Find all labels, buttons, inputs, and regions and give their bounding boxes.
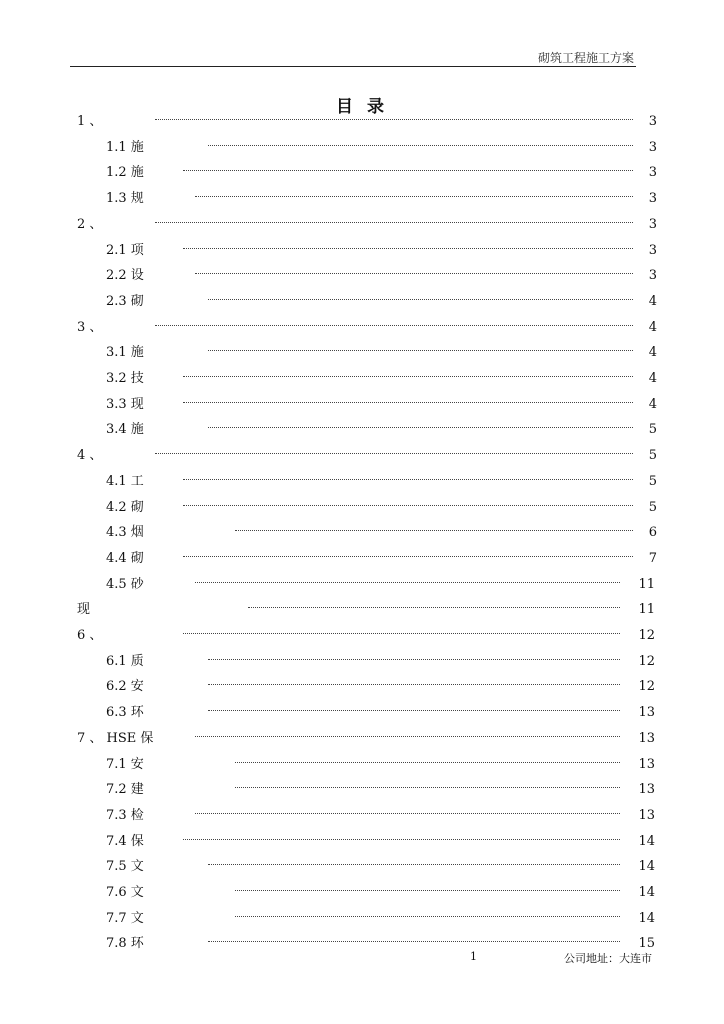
toc-entry-leader [183,839,620,840]
toc-entry-leader [155,325,633,326]
toc-entry-page: 13 [638,756,655,772]
toc-entry-label: 4.2 砌 [106,499,144,515]
toc-entry-label: 7.7 文 [106,910,144,926]
toc-entry[interactable] [0,703,724,723]
toc-entry-label: 4.1 工 [106,473,144,489]
toc-entry-label: 7.4 保 [106,833,144,849]
toc-entry-leader [235,787,620,788]
toc-entry-page: 4 [648,293,657,309]
toc-entry[interactable] [0,215,724,235]
toc-entry-leader [195,813,620,814]
header-rule [70,66,636,67]
toc-entry-label: 7.6 文 [106,885,144,900]
toc-entry-page: 11 [638,576,655,592]
toc-entry-label: 7.3 检 [106,807,144,823]
toc-entry-label: 4 、 [77,448,103,464]
toc-entry-label: 7 、 HSE 保 [77,730,154,746]
toc-entry-page: 3 [648,139,657,155]
toc-entry-page: 13 [638,782,655,798]
toc-entry-page: 5 [648,499,657,515]
toc-entry-label: 4.5 砂 [106,576,144,592]
toc-entry-label: 4.4 砌 [106,550,144,566]
toc-entry-label: 1 、 [77,114,103,129]
toc-entry[interactable] [0,163,724,183]
toc-entry[interactable] [0,420,724,440]
toc-entry-label: 6.3 环 [106,705,144,721]
toc-entry[interactable] [0,498,724,518]
toc-entry[interactable] [0,909,724,929]
toc-entry-page: 3 [648,191,657,207]
toc-entry-label: 2.3 砌 [106,293,144,309]
toc-entry-leader [195,273,633,274]
toc-entry-page: 14 [638,859,655,875]
toc-entry-leader [155,453,633,454]
toc-entry[interactable] [0,832,724,852]
toc-entry-label: 3.4 施 [106,422,144,438]
toc-entry-label: 7.2 建 [106,782,144,798]
toc-entry[interactable] [0,729,724,749]
toc-entry-page: 3 [648,216,657,232]
toc-entry-leader [235,890,620,891]
toc-entry-page: 4 [648,396,657,412]
toc-entry-leader [208,145,633,146]
toc-entry-page: 11 [638,602,655,618]
toc-entry-page: 4 [648,319,657,335]
toc-entry-label: 2.1 项 [106,242,144,258]
toc-entry-leader [208,684,620,685]
toc-entry-leader [208,350,633,351]
toc-entry[interactable] [0,112,724,132]
toc-entry[interactable] [0,575,724,595]
toc-entry-leader [155,119,633,120]
toc-entry-label: 6.2 安 [106,679,144,695]
toc-entry[interactable] [0,266,724,286]
toc-entry-label: 1.2 施 [106,165,144,181]
toc-entry-page: 4 [648,345,657,361]
toc-entry-leader [183,505,633,506]
toc-entry-label: 3.2 技 [106,371,144,386]
toc-entry[interactable] [0,857,724,877]
toc-entry-label: 2.2 设 [106,268,144,284]
toc-entry-page: 5 [648,448,657,464]
toc-entry-leader [195,582,620,583]
toc-title: 目 录 [336,97,388,117]
toc-entry-page: 3 [648,114,657,129]
toc-entry[interactable] [0,318,724,338]
toc-entry-label: 现 [77,602,91,618]
toc-entry-page: 5 [648,422,657,438]
toc-entry-label: 3.1 施 [106,345,144,361]
toc-entry[interactable] [0,395,724,415]
toc-entry-page: 14 [638,885,655,900]
toc-entry-leader [183,402,633,403]
toc-entry[interactable] [0,241,724,261]
toc-entry-leader [235,916,620,917]
toc-entry[interactable] [0,292,724,312]
toc-entry-page: 5 [648,473,657,489]
toc-entry-label: 6 、 [77,628,103,643]
toc-entry-label: 2 、 [77,216,103,232]
toc-entry-label: 7.5 文 [106,859,144,875]
toc-entry[interactable] [0,677,724,697]
toc-entry-page: 14 [638,910,655,926]
toc-entry-leader [183,376,633,377]
toc-entry-label: 7.1 安 [106,756,144,772]
toc-entry-label: 7.8 环 [106,936,144,952]
toc-entry-leader [183,479,633,480]
toc-entry-page: 7 [648,550,657,566]
toc-entry-leader [235,530,633,531]
toc-entry-page: 12 [638,628,655,643]
toc-entry-leader [183,170,633,171]
toc-entry[interactable] [0,446,724,466]
toc-entry-leader [208,941,620,942]
toc-entry[interactable] [0,138,724,158]
toc-entry[interactable] [0,343,724,363]
toc-entry[interactable] [0,523,724,543]
toc-entry-leader [208,299,633,300]
toc-entry-leader [208,427,633,428]
toc-entry-leader [235,762,620,763]
toc-entry[interactable] [0,549,724,569]
toc-entry[interactable] [0,755,724,775]
toc-entry-label: 4.3 烟 [106,525,144,541]
toc-entry-leader [155,222,633,223]
toc-entry-label: 1.3 规 [106,191,144,207]
toc-entry-leader [195,196,633,197]
toc-entry[interactable] [0,626,724,646]
toc-entry-leader [183,556,633,557]
toc-entry-page: 13 [638,807,655,823]
toc-entry[interactable] [0,806,724,826]
toc-entry-label: 3 、 [77,319,103,335]
toc-entry-page: 15 [638,936,655,952]
toc-entry-leader [183,633,620,634]
toc-entry-page: 12 [638,679,655,695]
toc-entry-page: 3 [648,165,657,181]
toc-entry-page: 6 [648,525,657,541]
toc-entry-leader [208,710,620,711]
toc-entry-page: 14 [638,833,655,849]
footer-page-number: 1 [470,950,477,963]
toc-entry-label: 6.1 质 [106,653,144,669]
footer-address: 公司地址：大连市 [564,952,652,965]
toc-entry-page: 13 [638,730,655,746]
toc-entry-page: 12 [638,653,655,669]
toc-entry-leader [183,248,633,249]
toc-entry[interactable] [0,780,724,800]
toc-entry[interactable] [0,369,724,389]
toc-entry[interactable] [0,600,724,620]
toc-entry-leader [208,864,620,865]
toc-entry[interactable] [0,652,724,672]
toc-entry-leader [208,659,620,660]
toc-entry[interactable] [0,189,724,209]
toc-entry-page: 3 [648,242,657,258]
toc-entry-leader [248,607,620,608]
toc-entry-label: 3.3 现 [106,396,144,412]
toc-entry-leader [195,736,620,737]
toc-entry-page: 3 [648,268,657,284]
toc-entry[interactable] [0,472,724,492]
toc-entry-page: 4 [648,371,657,386]
toc-entry[interactable] [0,883,724,903]
toc-entry-label: 1.1 施 [106,139,144,155]
header-title: 砌筑工程施工方案 [537,51,634,65]
toc-entry-page: 13 [638,705,655,721]
